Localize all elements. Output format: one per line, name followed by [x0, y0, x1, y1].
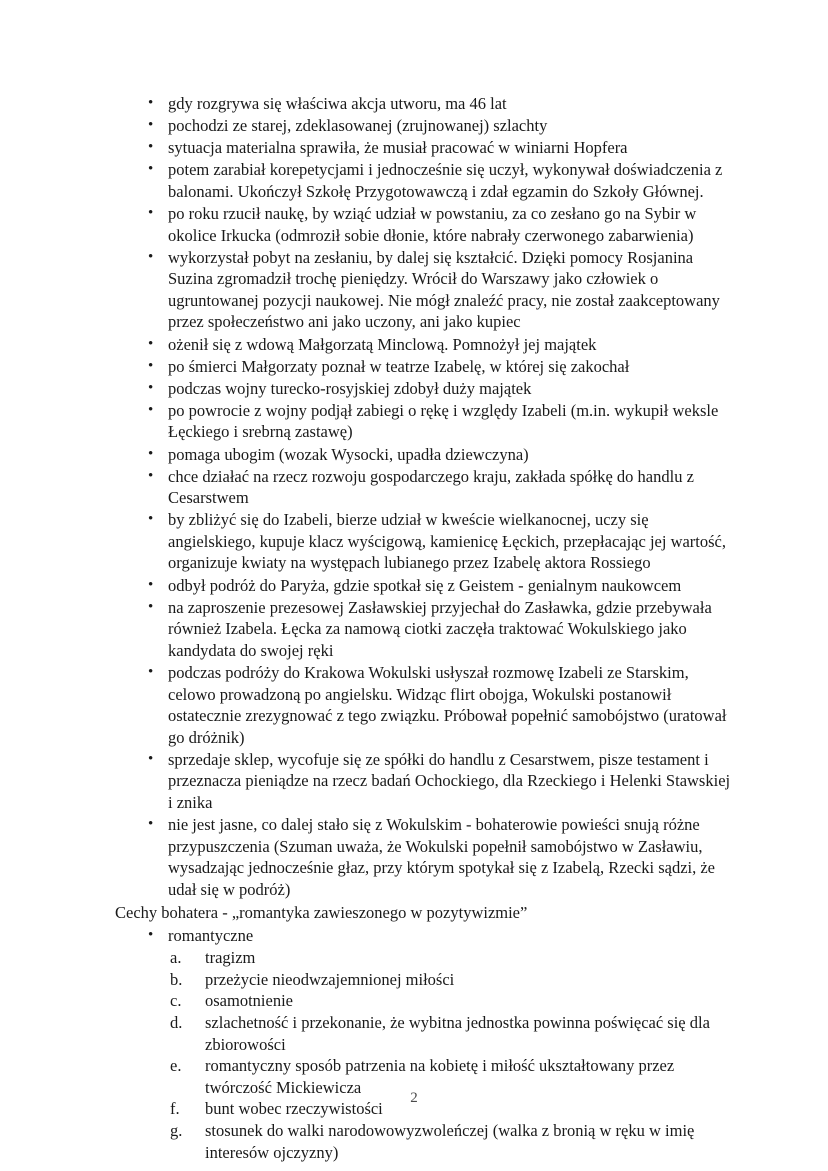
bullet-point-icon: • — [148, 161, 154, 178]
list-item — [113, 93, 738, 115]
list-item-text: osamotnienie — [205, 991, 293, 1011]
list-item-text: gdy rozgrywa się właściwa akcja utworu, ma 46 lat — [168, 94, 507, 113]
list-item-text: nie jest jasne, co dalej stało się z Wokulskim - bohaterowie powieści snują różne przypuszczenia (Szuman uważa, że Wokulski popełnił samobójstwo w Zasławiu, wysadzając jednocześnie głaz, przy którym spotykał się z Izabelą, Rzecki sądzi, że udał się w podróż) — [168, 815, 716, 899]
list-item — [113, 662, 738, 748]
list-item-marker: g. — [170, 1120, 183, 1140]
bullet-point-icon: • — [148, 598, 154, 615]
list-item — [113, 749, 738, 814]
list-item-text: po powrocie z wojny podjął zabiegi o rękę i względy Izabeli (m.in. wykupił weksle Łęckiego i srebrną zastawę) — [168, 400, 719, 442]
page-number: 2 — [410, 1090, 418, 1106]
list-item — [113, 444, 738, 466]
list-item — [113, 990, 738, 1012]
list-item-marker: c. — [170, 991, 182, 1011]
list-item-text: podczas podróży do Krakowa Wokulski usłyszał rozmowę Izabeli ze Starskim, celowo prowadzoną po angielsku. Widząc flirt obojga, Wokulski postanowił ostatecznie zrezygnować z tego związku. Próbował popełnić samobójstwo (uratował go dróżnik) — [168, 662, 727, 747]
list-item-text: stosunek do walki narodowowyzwoleńczej (walka z bronią w ręku w imię interesów ojczyzny) — [205, 1120, 695, 1162]
bullet-point-icon: • — [148, 927, 154, 944]
bullet-point-icon: • — [148, 248, 154, 265]
bullet-point-icon: • — [148, 750, 154, 767]
bullet-point-icon: • — [148, 139, 154, 156]
bullet-point-icon: • — [148, 816, 154, 833]
list-item — [113, 203, 738, 246]
bullet-point-icon: • — [148, 357, 154, 374]
list-item — [113, 378, 738, 400]
list-item-text: szlachetność i przekonanie, że wybitna jednostka powinna poświęcać się dla zbiorowości — [205, 1012, 710, 1054]
list-item-text: sprzedaje sklep, wycofuje się ze spółki do handlu z Cesarstwem, pisze testament i przeznacza pieniądze na rzecz badań Ochockiego, dla Rzeckiego i Helenki Stawskiej i znika — [168, 749, 731, 812]
list-item — [113, 1012, 738, 1055]
list-item-text: przeżycie nieodwzajemnionej miłości — [205, 969, 455, 989]
bullet-point-icon: • — [148, 117, 154, 134]
bullet-point-icon: • — [148, 204, 154, 221]
list-item — [113, 925, 738, 947]
list-item — [113, 137, 738, 159]
list-item-text: romantyczne — [168, 926, 254, 946]
list-item-marker: a. — [170, 948, 182, 968]
list-item — [113, 247, 738, 333]
section-heading: Cechy bohatera - „romantyka zawieszonego w pozytywizmie” — [115, 903, 528, 923]
list-item-marker: b. — [170, 969, 183, 989]
list-item-text: by zbliżyć się do Izabeli, bierze udział w kweście wielkanocnej, uczy się angielskiego, kupuje klacz wyścigową, kamienicę Łęckich, przepłacając jej wartość, organizuje kwiaty na występach lubianego przez Izabelę aktora Rossiego — [168, 510, 727, 573]
list-item — [113, 509, 738, 574]
list-item — [113, 597, 738, 662]
list-item-text: ożenił się z wdową Małgorzatą Minclową. Pomnożył jej majątek — [168, 334, 597, 354]
list-item-text: pochodzi ze starej, zdeklasowanej (zrujnowanej) szlachty — [168, 116, 548, 136]
list-item-text: po śmierci Małgorzaty poznał w teatrze Izabelę, w której się zakochał — [168, 356, 630, 376]
list-item — [113, 334, 738, 356]
bullet-point-icon: • — [148, 445, 154, 462]
list-item — [113, 159, 738, 202]
list-item — [113, 969, 738, 991]
bullet-point-icon: • — [148, 95, 154, 111]
list-item-text: potem zarabiał korepetycjami i jednocześnie się uczył, wykonywał doświadczenia z balonami. Ukończył Szkołę Przygotowawczą i zdał egzamin do Szkoły Głównej. — [168, 160, 723, 201]
bullet-point-icon: • — [148, 335, 154, 352]
list-item-text: bunt wobec rzeczywistości — [205, 1099, 383, 1119]
bullet-point-icon: • — [148, 576, 154, 593]
list-item — [113, 115, 738, 137]
bullet-point-icon: • — [148, 467, 154, 484]
list-item — [113, 1120, 738, 1163]
list-item-text: sytuacja materialna sprawiła, że musiał pracować w winiarni Hopfera — [168, 138, 628, 158]
list-item-text: na zaproszenie prezesowej Zasławskiej przyjechał do Zasławka, gdzie przebywała również Izabela. Łęcka za namową ciotki zaczęła traktować Wokulskiego jako kandydata do swojej ręki — [168, 597, 712, 660]
list-item-text: podczas wojny turecko-rosyjskiej zdobył duży majątek — [168, 378, 532, 398]
list-item-text: pomaga ubogim (wozak Wysocki, upadła dziewczyna) — [168, 444, 529, 464]
character-facts-list — [113, 93, 738, 900]
list-item — [113, 356, 738, 378]
list-item — [113, 814, 738, 900]
bullet-point-icon: • — [148, 379, 154, 396]
bullet-point-icon: • — [148, 401, 154, 418]
romantic-traits-sublist — [113, 947, 738, 1163]
list-item-text: po roku rzucił naukę, by wziąć udział w powstaniu, za co zesłano go na Sybir w okolice Irkucka (odmroził sobie dłonie, które nabrały czerwonego zabarwienia) — [168, 203, 697, 245]
list-item-text: chce działać na rzecz rozwoju gospodarczego kraju, zakłada spółkę do handlu z Cesarstwem — [168, 466, 694, 508]
page-content — [113, 93, 738, 1163]
list-item-marker: d. — [170, 1012, 183, 1032]
list-item-marker: e. — [170, 1056, 182, 1076]
list-item — [113, 400, 738, 443]
list-item-text: tragizm — [205, 948, 256, 968]
list-item-marker: f. — [170, 1099, 180, 1119]
list-item — [113, 947, 738, 969]
list-item-text: odbył podróż do Paryża, gdzie spotkał się z Geistem - genialnym naukowcem — [168, 575, 682, 595]
list-item-text: wykorzystał pobyt na zesłaniu, by dalej się kształcić. Dzięki pomocy Rosjanina Suzina zgromadził trochę pieniędzy. Wrócił do Warszawy jako człowiek o ugruntowanej pozycji naukowej. Nie mógł znaleźć pracy, nie został zaakceptowany przez społeczeństwo ani jako uczony, ani jako kupiec — [168, 247, 720, 332]
bullet-point-icon: • — [148, 663, 154, 680]
traits-list — [113, 925, 738, 947]
bullet-point-icon: • — [148, 511, 154, 528]
list-item — [113, 466, 738, 509]
list-item-text: romantyczny sposób patrzenia na kobietę i miłość ukształtowany przez twórczość Mickiewicza — [205, 1056, 675, 1097]
list-item — [113, 575, 738, 597]
